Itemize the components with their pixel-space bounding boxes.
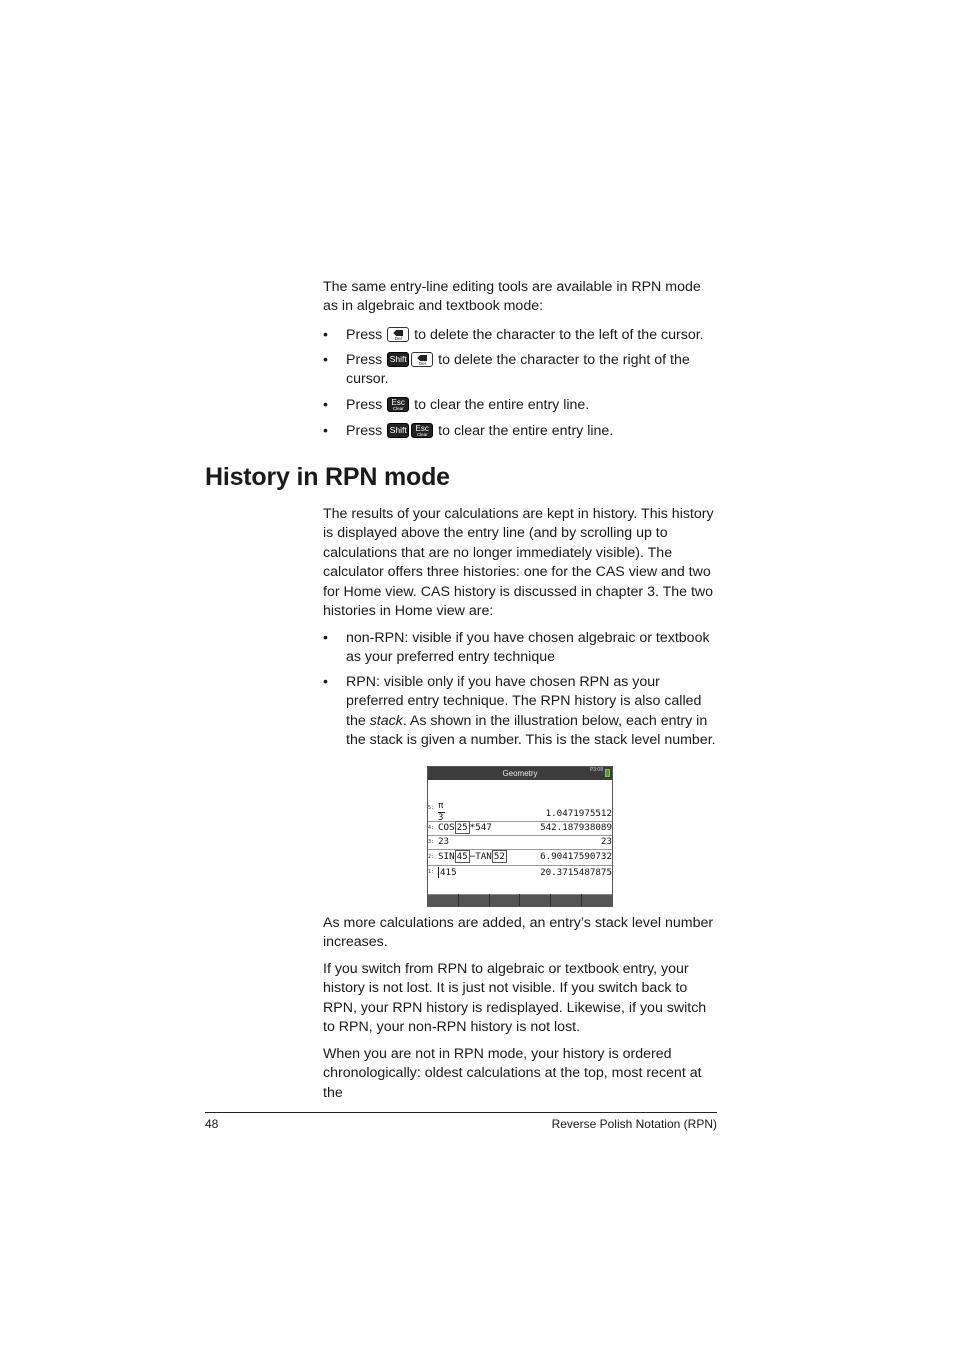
section-heading: History in RPN mode	[205, 463, 450, 491]
stack-row: 3: 23 23	[428, 836, 612, 850]
stack-history	[428, 780, 612, 895]
footer-rule	[205, 1112, 717, 1113]
screen-title-bar	[428, 767, 612, 780]
fraction: π 3	[438, 801, 444, 823]
menu-button	[582, 894, 612, 906]
esc-key-icon: Esc Clear	[411, 423, 433, 438]
paragraph-chronological: When you are not in RPN mode, your history is ordered chronologically: oldest calculations at the top, most recent at the	[323, 1046, 702, 1101]
menu-button	[551, 894, 581, 906]
stack-row: 1: 415 20.3715487875	[428, 867, 612, 878]
clock: P3:08	[589, 767, 603, 773]
history-paragraph: The results of your calculations are kept in history. This history is displayed above the entry line (and by scrolling up to calculations that are no longer immediately visible). The calculator offers three histories: one for the CAS view and two for Home view. CAS history is discussed in chapter 3. The two histories in Home view are:	[323, 506, 714, 620]
paragraph-stack-level: As more calculations are added, an entry’s stack level number increases.	[323, 915, 714, 951]
shift-key-icon: Shift	[387, 352, 409, 367]
stack-row: 4: COS 25 *547 542.187938089	[428, 822, 612, 836]
battery-icon	[605, 769, 610, 777]
stack-row: 2: SIN 45 −TAN 52 6.90417590732	[428, 850, 612, 866]
esc-key-icon: Esc Clear	[387, 397, 409, 412]
intro-paragraph: The same entry-line editing tools are available in RPN mode as in algebraic and textbook mode:	[323, 279, 701, 315]
calculator-screenshot	[427, 766, 613, 907]
delete-key-icon: Del	[411, 352, 433, 367]
soft-menu-bar	[428, 894, 612, 906]
menu-button	[520, 894, 550, 906]
stack-row: 5: π 3 1.0471975512	[428, 801, 612, 823]
menu-button	[459, 894, 489, 906]
delete-key-icon: Del	[387, 327, 409, 342]
paragraph-switch-mode: If you switch from RPN to algebraic or textbook entry, your history is not lost. It is just not visible. If you switch back to RPN, your RPN history is redisplayed. Likewise, if you switch to RPN, your non-RPN history is not lost.	[323, 961, 707, 1036]
shift-key-icon: Shift	[387, 423, 409, 438]
page-number: 48	[205, 1117, 219, 1131]
menu-button	[490, 894, 520, 906]
chapter-title: Reverse Polish Notation (RPN)	[551, 1117, 717, 1131]
app-title: Geometry	[502, 769, 538, 778]
menu-button	[428, 894, 458, 906]
